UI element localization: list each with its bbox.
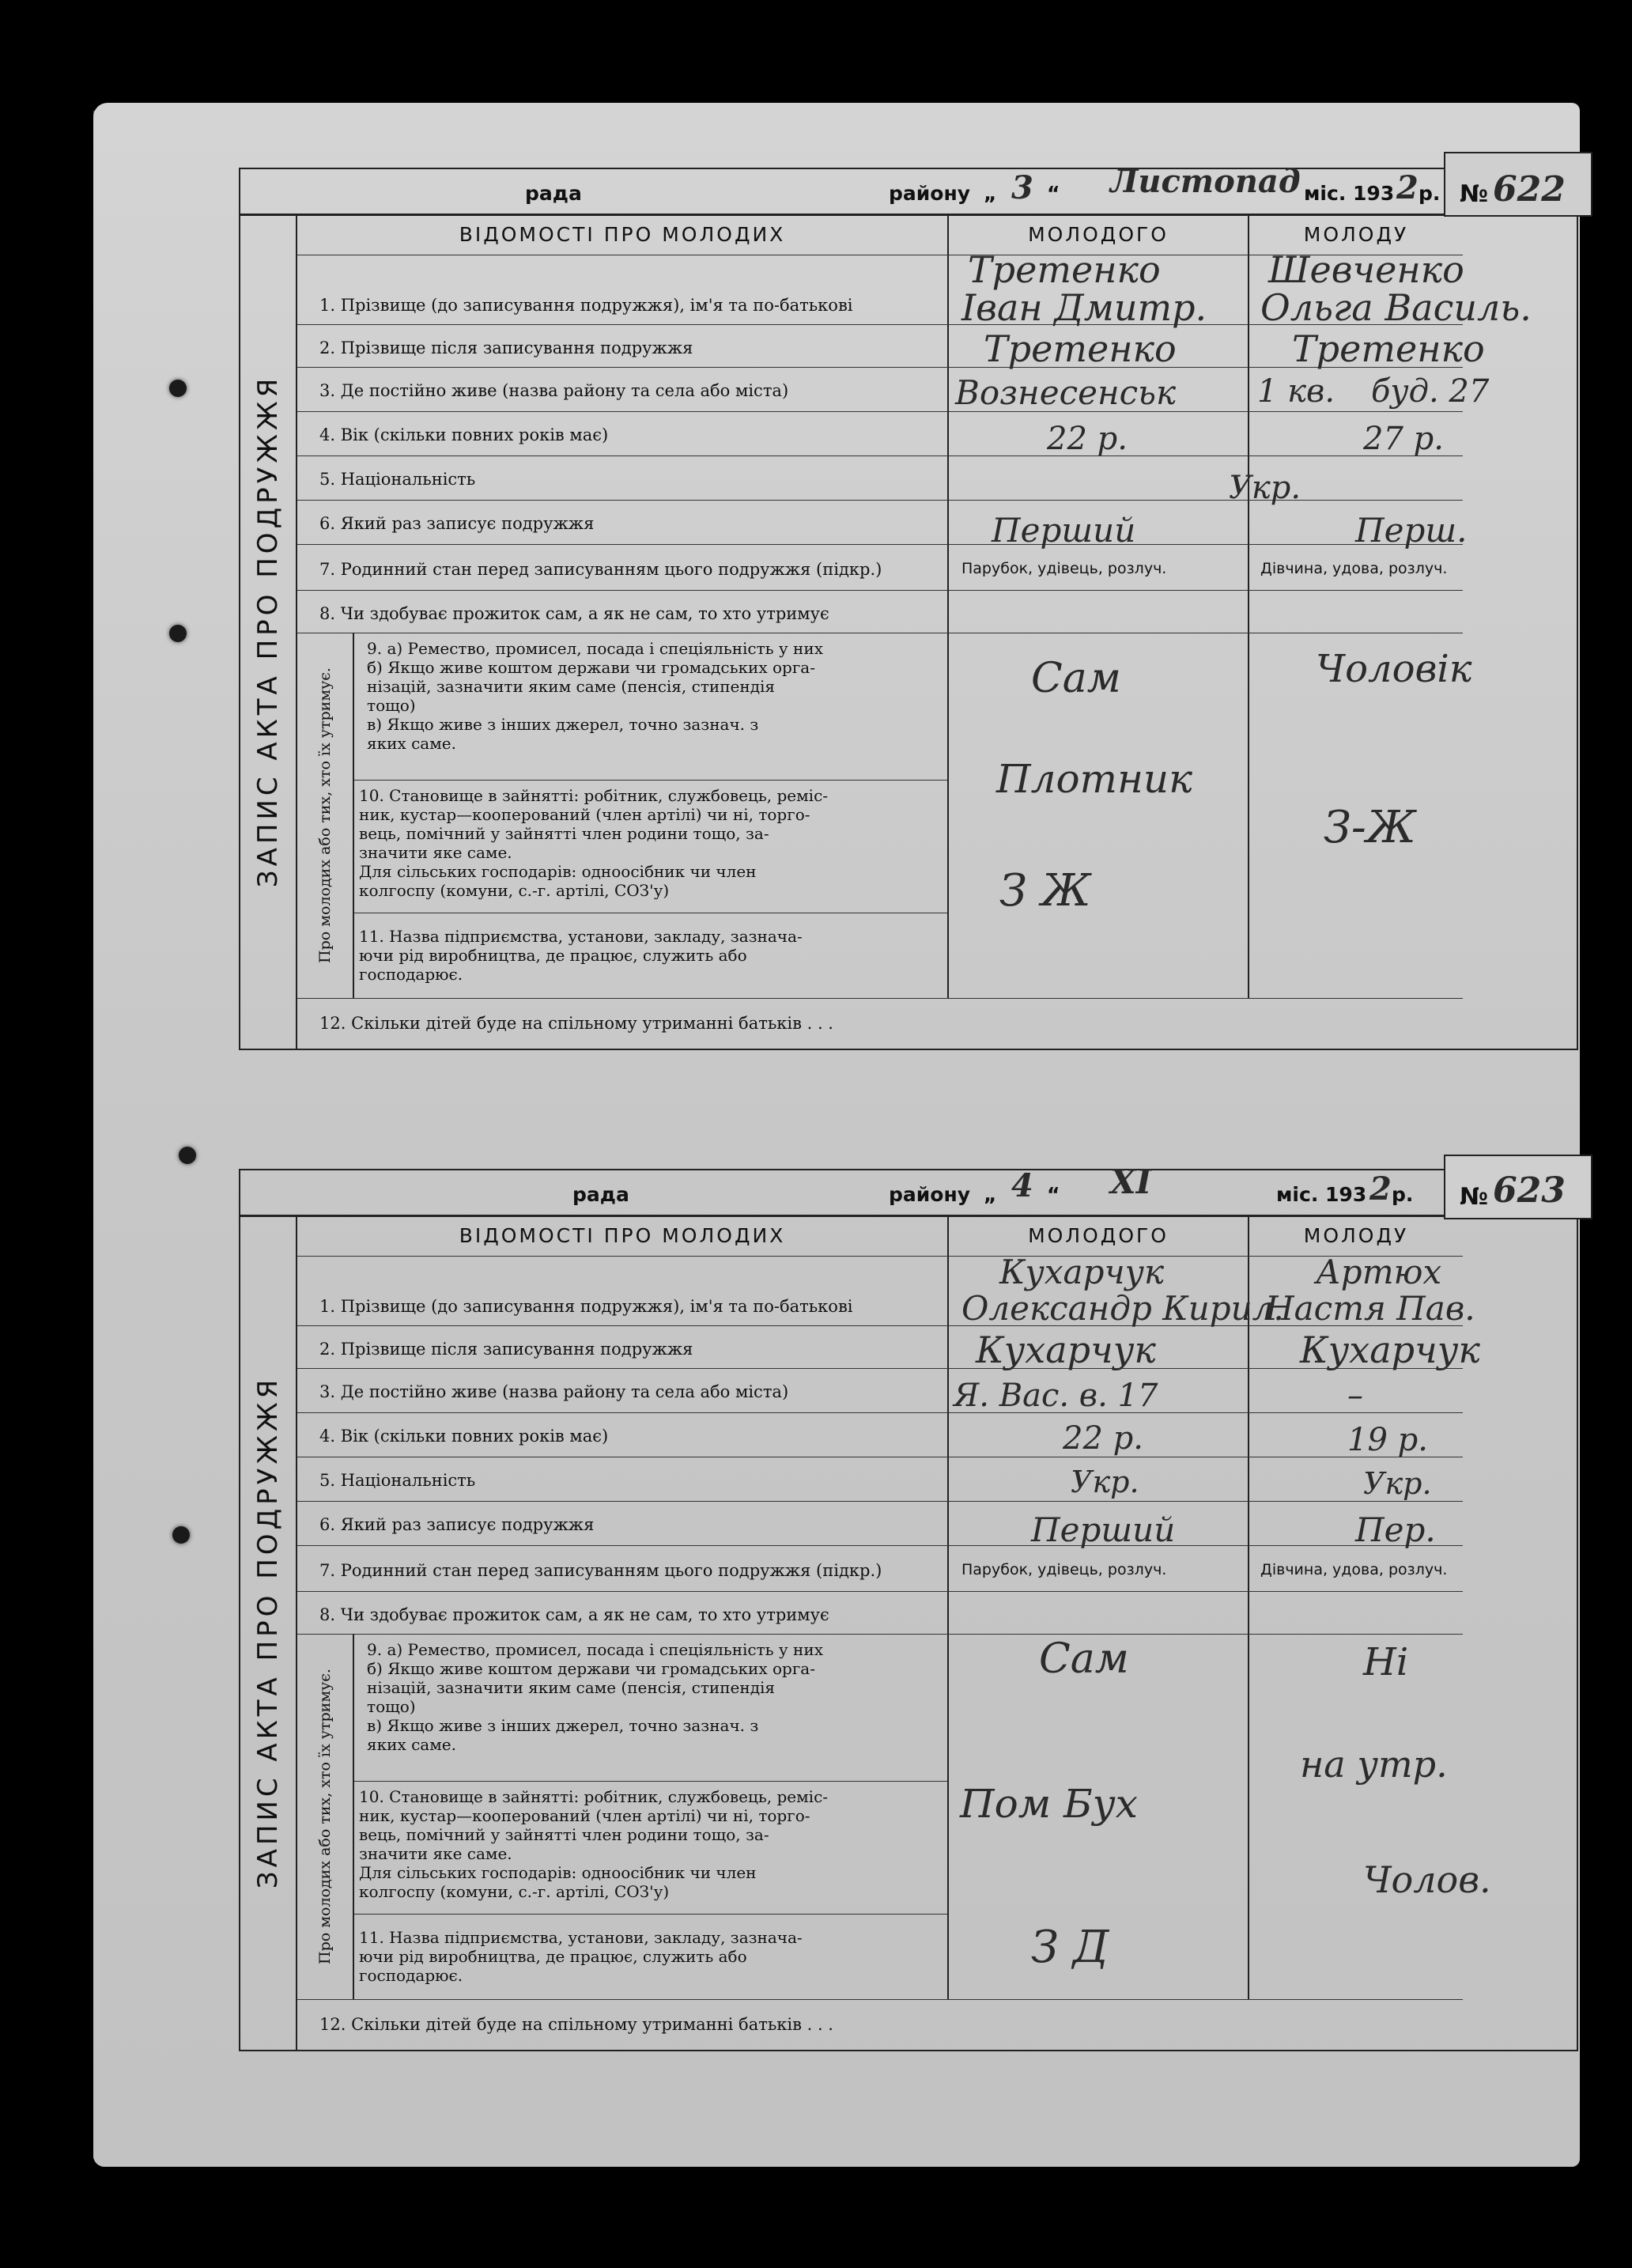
row-7-label: 7. Родинний стан перед записуванням цього подружжя (підкр.): [319, 560, 882, 579]
bride-status-options: Дівчина, удова, розлуч.: [1260, 560, 1448, 577]
column-divider: [1248, 1215, 1249, 1999]
hw-bride-times: Пер.: [1355, 1510, 1436, 1549]
handwritten-record-number: 622: [1493, 169, 1566, 210]
hw-bride-occupation: на утр.: [1300, 1743, 1448, 1786]
hw-groom-age: 22 р.: [1047, 421, 1128, 457]
row-1-label: 1. Прізвище (до записування подружжя), ім'я та по-батькові: [319, 296, 853, 315]
column-divider: [947, 214, 949, 998]
row-3-label: 3. Де постійно живе (назва району та села або міста): [319, 1382, 789, 1401]
hw-bride-residence-1: –: [1347, 1378, 1363, 1414]
row-7-label: 7. Родинний стан перед записуванням цього подружжя (підкр.): [319, 1561, 882, 1580]
handwritten-day: 4: [1011, 1167, 1033, 1204]
handwritten-month: XI: [1110, 1162, 1152, 1201]
hw-groom-times: Перший: [992, 511, 1136, 550]
row-12-label: 12. Скільки дітей буде на спільному утриманні батьків . . .: [319, 2015, 833, 2034]
mis-label: міс. 193: [1304, 182, 1395, 205]
bride-status-options: Дівчина, удова, розлуч.: [1260, 1561, 1448, 1578]
marriage-record-form: [239, 163, 1578, 1050]
groom-column-header: МОЛОДОГО: [1028, 223, 1169, 246]
raion-label: району: [889, 182, 971, 205]
punch-hole: [169, 380, 187, 397]
bride-column-header: МОЛОДУ: [1303, 1224, 1409, 1247]
hw-groom-new-surname: Кухарчук: [976, 1329, 1156, 1371]
row-2-label: 2. Прізвище після записування подружжя: [319, 1340, 693, 1359]
hw-groom-times: Перший: [1031, 1510, 1176, 1549]
hw-groom-surname: Кухарчук: [999, 1253, 1165, 1291]
handwritten-year-digit: 2: [1396, 169, 1419, 206]
hw-groom-new-surname: Третенко: [984, 327, 1177, 370]
hw-groom-residence: Вознесенськ: [955, 373, 1177, 412]
hw-bride-surname: Шевченко: [1268, 248, 1464, 291]
row-1-label: 1. Прізвище (до записування подружжя), ім'я та по-батькові: [319, 1297, 853, 1316]
row-10-label: 10. Становище в зайнятті: робітник, службовець, реміс- ник, кустар—кооперований (член артілі) чи ні, торго- вець, помічний у зайнятті член родини тощо, за- значити яке саме. Для сільських господарів: одноосібник чи член колгоспу (комуни, с.-г. артілі, СОЗ'у): [359, 786, 829, 900]
row-8-label: 8. Чи здобуває прожиток сам, а як не сам, то хто утримує: [319, 604, 829, 623]
row-4-label: 4. Вік (скільки повних років має): [319, 1427, 609, 1446]
hw-groom-nationality: Укр.: [1071, 1465, 1139, 1499]
hw-nationality: Укр.: [1229, 470, 1301, 506]
hw-groom-surname: Третенко: [968, 248, 1161, 291]
row-9-label: 9. а) Ремество, промисел, посада і спеціяльність у них б) Якщо живе коштом держави чи громадських орга- нізацій, зазначити яким саме (пенсія, стипендія тощо) в) Якщо живе з інших джерел, точно зазнач. з яких саме.: [367, 1640, 823, 1754]
hw-groom-residence: Я. Вас. в. 17: [954, 1378, 1158, 1414]
hw-bride-livelihood: Ні: [1363, 1640, 1409, 1684]
row-6-label: 6. Який раз записує подружжя: [319, 1515, 595, 1534]
punch-hole: [169, 625, 187, 642]
handwritten-year-digit: 2: [1369, 1170, 1392, 1208]
handwritten-day: 3: [1011, 169, 1033, 206]
section-title-vertical: ЗАПИС АКТА ПРО ПОДРУЖЖЯ: [240, 214, 297, 1049]
mis-label: міс. 193: [1276, 1183, 1367, 1206]
hw-bride-occupation: З-Ж: [1324, 802, 1416, 853]
handwritten-month: Листопад: [1110, 163, 1301, 200]
column-divider: [947, 1215, 949, 1999]
quote-close: “: [1047, 1183, 1060, 1206]
row-11-label: 11. Назва підприємства, установи, закладу, зазнача- ючи рід виробництва, де працює, служить або господарює.: [359, 927, 803, 984]
row-9-label: 9. а) Ремество, промисел, посада і спеціяльність у них б) Якщо живе коштом держави чи громадських орга- нізацій, зазначити яким саме (пенсія, стипендія тощо) в) Якщо живе з інших джерел, точно зазнач. з яких саме.: [367, 639, 823, 753]
hw-bride-name: Ольга Василь.: [1260, 286, 1532, 329]
row-4-label: 4. Вік (скільки повних років має): [319, 425, 609, 444]
hw-groom-name: Іван Дмитр.: [961, 286, 1207, 329]
info-column-header: ВІДОМОСТІ ПРО МОЛОДИХ: [459, 1224, 786, 1247]
hw-bride-residence-2: буд. 27: [1371, 373, 1490, 410]
row-11-label: 11. Назва підприємства, установи, закладу, зазнача- ючи рід виробництва, де працює, служить або господарює.: [359, 1928, 803, 1985]
hw-groom-occupation: Плотник: [996, 756, 1192, 802]
row-3-label: 3. Де постійно живе (назва району та села або міста): [319, 381, 789, 400]
handwritten-record-number: 623: [1493, 1170, 1566, 1211]
row-2-label: 2. Прізвище після записування подружжя: [319, 338, 693, 357]
hw-bride-name: Настя Пав.: [1265, 1289, 1475, 1328]
hw-bride-livelihood: Чоловік: [1316, 647, 1472, 691]
hw-groom-workplace: З Д: [1031, 1922, 1109, 1973]
hw-groom-age: 22 р.: [1063, 1420, 1143, 1457]
row-5-label: 5. Національність: [319, 1471, 476, 1490]
bride-column-header: МОЛОДУ: [1303, 223, 1409, 246]
hw-groom-livelihood: Сам: [1039, 1635, 1129, 1683]
rada-label: рада: [572, 1183, 629, 1206]
hw-groom-livelihood: Сам: [1031, 655, 1121, 702]
row-8-label: 8. Чи здобуває прожиток сам, а як не сам, то хто утримує: [319, 1605, 829, 1624]
quote-close: “: [1047, 182, 1060, 205]
groom-column-header: МОЛОДОГО: [1028, 1224, 1169, 1247]
quote-open: „: [984, 182, 997, 205]
number-sign: №: [1460, 1183, 1489, 1211]
hw-bride-age: 19 р.: [1347, 1422, 1428, 1458]
form-header: [240, 163, 1577, 216]
year-suffix: р.: [1392, 1183, 1414, 1206]
quote-open: „: [984, 1183, 997, 1206]
row-5-label: 5. Національність: [319, 470, 476, 489]
hw-bride-new-surname: Третенко: [1292, 327, 1485, 370]
sub-section-vertical: Про молодих або тих, хто їх утримує.: [297, 633, 354, 998]
number-sign: №: [1460, 180, 1489, 208]
info-column-header: ВІДОМОСТІ ПРО МОЛОДИХ: [459, 223, 786, 246]
groom-status-options: Парубок, удівець, розлуч.: [961, 1561, 1167, 1578]
punch-hole: [179, 1147, 196, 1164]
groom-status-options: Парубок, удівець, розлуч.: [961, 560, 1167, 577]
rada-label: рада: [525, 182, 582, 205]
hw-groom-workplace: З Ж: [999, 865, 1091, 917]
hw-bride-age: 27 р.: [1363, 421, 1444, 457]
hw-groom-occupation: Пом Бух: [960, 1781, 1138, 1827]
year-suffix: р.: [1419, 182, 1441, 205]
hw-bride-times: Перш.: [1355, 511, 1468, 550]
record-number-box: [1444, 1155, 1592, 1219]
hw-bride-workplace: Чолов.: [1363, 1858, 1491, 1901]
column-divider: [1248, 214, 1249, 998]
punch-hole: [172, 1526, 190, 1544]
row-12-label: 12. Скільки дітей буде на спільному утриманні батьків . . .: [319, 1014, 833, 1033]
sub-section-vertical: Про молодих або тих, хто їх утримує.: [297, 1634, 354, 1999]
marriage-record-form: [239, 1162, 1578, 2051]
hw-groom-name: Олександр Кирил.: [961, 1289, 1284, 1328]
form-header: [240, 1162, 1577, 1217]
hw-bride-new-surname: Кухарчук: [1300, 1329, 1480, 1371]
row-10-label: 10. Становище в зайнятті: робітник, службовець, реміс- ник, кустар—кооперований (член артілі) чи ні, торго- вець, помічний у зайнятті член родини тощо, за- значити яке саме. Для сільських господарів: одноосібник чи член колгоспу (комуни, с.-г. артілі, СОЗ'у): [359, 1787, 829, 1901]
hw-bride-nationality: Укр.: [1363, 1466, 1432, 1501]
section-title-vertical: ЗАПИС АКТА ПРО ПОДРУЖЖЯ: [240, 1215, 297, 2050]
hw-bride-residence-1: 1 кв.: [1257, 373, 1335, 410]
raion-label: району: [889, 1183, 971, 1206]
record-number-box: [1444, 152, 1592, 217]
hw-bride-surname: Артюх: [1316, 1253, 1442, 1291]
row-6-label: 6. Який раз записує подружжя: [319, 514, 595, 533]
